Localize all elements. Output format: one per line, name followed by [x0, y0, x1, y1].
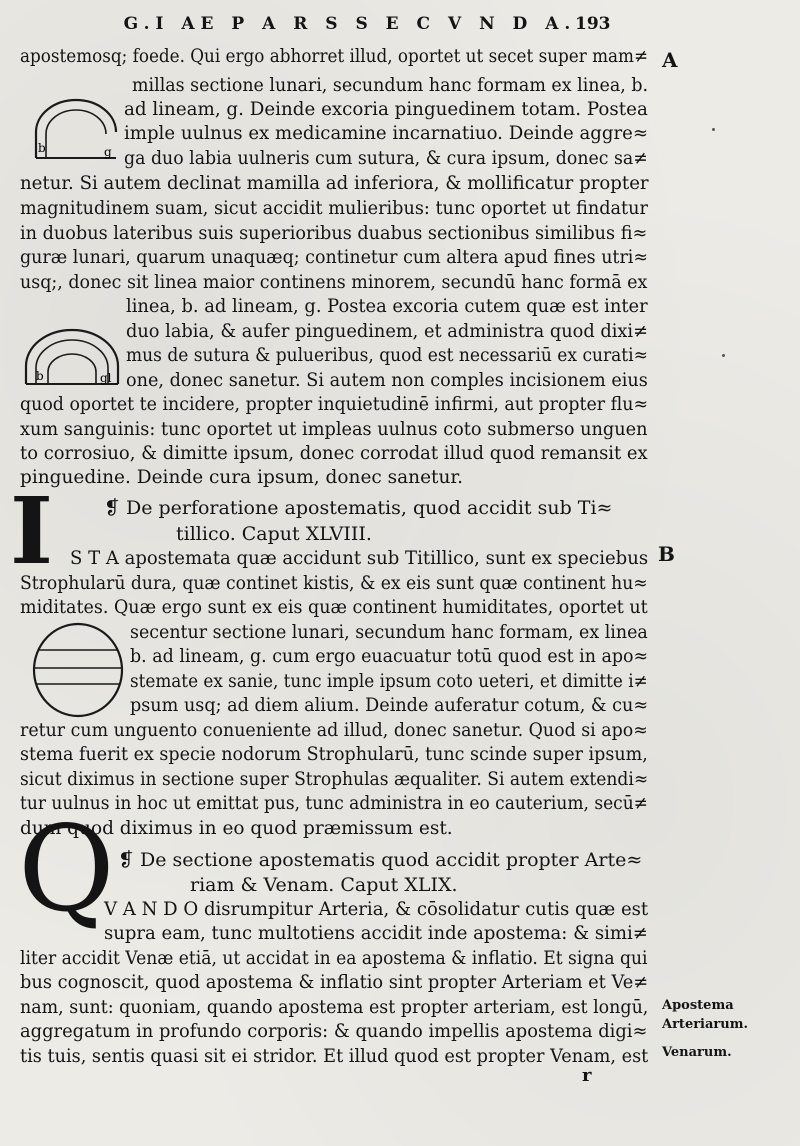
text-line: psum usq; ad diem alium. Deinde auferatur cotum, & cu≈	[130, 695, 649, 716]
text-line: ga duo labia uulneris cum sutura, & cura ipsum, donec sa≠	[124, 148, 648, 169]
text-line: S T A apostemata quæ accidunt sub Titillico, sunt ex speciebus	[70, 548, 649, 569]
text-line: one, donec sanetur. Si autem non comples incisionem eius	[126, 370, 648, 391]
running-title: G.I AE P A R S S E C V N D A.	[123, 14, 577, 34]
text-line: pinguedine. Deinde cura ipsum, donec sanetur.	[20, 467, 464, 488]
text-line: sicut diximus in sectione super Strophulas æqualiter. Si autem extendi≈	[20, 769, 649, 790]
text-line: tis tuis, sentis quasi sit ei stridor. Et illud quod est propter Venam, est	[20, 1046, 649, 1067]
text-line: mus de sutura & pulueribus, quod est necessariū ex curati≈	[126, 345, 648, 366]
text-line: miditates. Quæ ergo sunt ex eis quæ continent humiditates, oportet ut	[20, 597, 648, 618]
text-line: apostemosq; foede. Qui ergo abhorret illud, oportet ut secet super mam≠	[20, 46, 649, 67]
specks	[722, 354, 725, 357]
text-line: bus cognoscit, quod apostema & inflatio sint propter Arteriam et Ve≠	[20, 972, 649, 993]
drop-cap-i: I	[10, 477, 54, 585]
text-line: to corrosiuo, & dimitte ipsum, donec corrodat illud quod remansit ex	[20, 443, 648, 464]
figure-label-b: b	[38, 141, 46, 155]
circle-incision-figure	[30, 620, 126, 720]
text-line: usq;, donec sit linea maior continens minorem, secundū hanc formā ex	[20, 272, 648, 293]
text-line: liter accidit Venæ etiā, ut accidat in ea apostema & inflatio. Et signa qui	[20, 948, 648, 969]
text-line: stemate ex sanie, tunc imple ipsum coto ueteri, et dimitte i≠	[130, 671, 648, 692]
text-line: in duobus lateribus suis superioribus duabus sectionibus similibus fi≈	[20, 223, 648, 244]
text-line: linea, b. ad lineam, g. Postea excoria cutem quæ est inter	[126, 296, 648, 317]
chapter-heading: ❡ De perforatione apostematis, quod accidit sub Ti≈	[104, 497, 613, 519]
text-line: retur cum unguento conueniente ad illud, donec sanetur. Quod si apo≈	[20, 720, 648, 741]
page-number: 193	[575, 14, 611, 34]
text-line: stema fuerit ex specie nodorum Strophularū, tunc scinde super ipsum,	[20, 744, 648, 765]
figure-label-b: b	[36, 369, 44, 383]
text-line: magnitudinem suam, sicut accidit mulieribus: tunc oportet ut findatur	[20, 198, 648, 219]
text-line: quod oportet te incidere, propter inquietudinē infirmi, aut propter flu≈	[20, 394, 649, 415]
text-line: millas sectione lunari, secundum hanc formam ex linea, b.	[132, 75, 649, 96]
specks	[712, 128, 715, 131]
text-line: guræ lunari, quarum unaquæq; continetur cum altera apud fines utri≈	[20, 247, 649, 268]
drop-cap-q: Q	[18, 800, 115, 938]
figure-label-g: g	[104, 145, 112, 159]
figure-label-g: gl	[100, 371, 112, 385]
text-line: aggregatum in profundo corporis: & quando impellis apostema digi≈	[20, 1021, 648, 1042]
margin-letter-a: A	[662, 48, 678, 72]
text-line: b. ad lineam, g. cum ergo euacuatur totū quod est in apo≈	[130, 646, 649, 667]
text-line: nam, sunt: quoniam, quando apostema est propter arteriam, est longū,	[20, 997, 649, 1018]
margin-note-arteriarum: Arteriarum.	[662, 1017, 749, 1032]
text-line: imple uulnus ex medicamine incarnatiuo. Deinde aggre≈	[124, 123, 649, 144]
lunar-incision-figure-2	[22, 326, 122, 388]
chapter-heading: riam & Venam. Caput XLIX.	[190, 874, 458, 896]
text-line: supra eam, tunc multotiens accidit inde apostema: & simi≠	[104, 923, 648, 944]
chapter-heading: tillico. Caput XLVIII.	[176, 523, 372, 545]
chapter-heading: ❡ De sectione apostematis quod accidit propter Arte≈	[118, 849, 643, 871]
text-line: duo labia, & aufer pinguedinem, et administra quod dixi≠	[126, 321, 648, 342]
catchword: r	[582, 1065, 592, 1086]
text-line: tur uulnus in hoc ut emittat pus, tunc administra in eo cauterium, secū≠	[20, 793, 648, 814]
text-line: secentur sectione lunari, secundum hanc formam, ex linea	[130, 622, 648, 643]
margin-letter-b: B	[658, 542, 675, 566]
text-line: dum quod diximus in eo quod præmissum est.	[20, 818, 453, 839]
margin-note-venarum: Venarum.	[662, 1045, 732, 1060]
text-line: xum sanguinis: tunc oportet ut impleas uulnus coto submerso unguen	[20, 419, 648, 440]
text-line: Strophularū dura, quæ continet kistis, & ex eis sunt quæ continent hu≈	[20, 573, 648, 594]
text-line: ad lineam, g. Deinde excoria pinguedinem totam. Postea	[124, 99, 648, 120]
text-line: netur. Si autem declinat mamilla ad inferiora, & mollificatur propter	[20, 173, 649, 194]
lunar-incision-figure-1	[30, 98, 122, 164]
text-line: V A N D O disrumpitur Arteria, & cōsolidatur cutis quæ est	[104, 899, 649, 920]
margin-note-apostema: Apostema	[662, 998, 734, 1013]
